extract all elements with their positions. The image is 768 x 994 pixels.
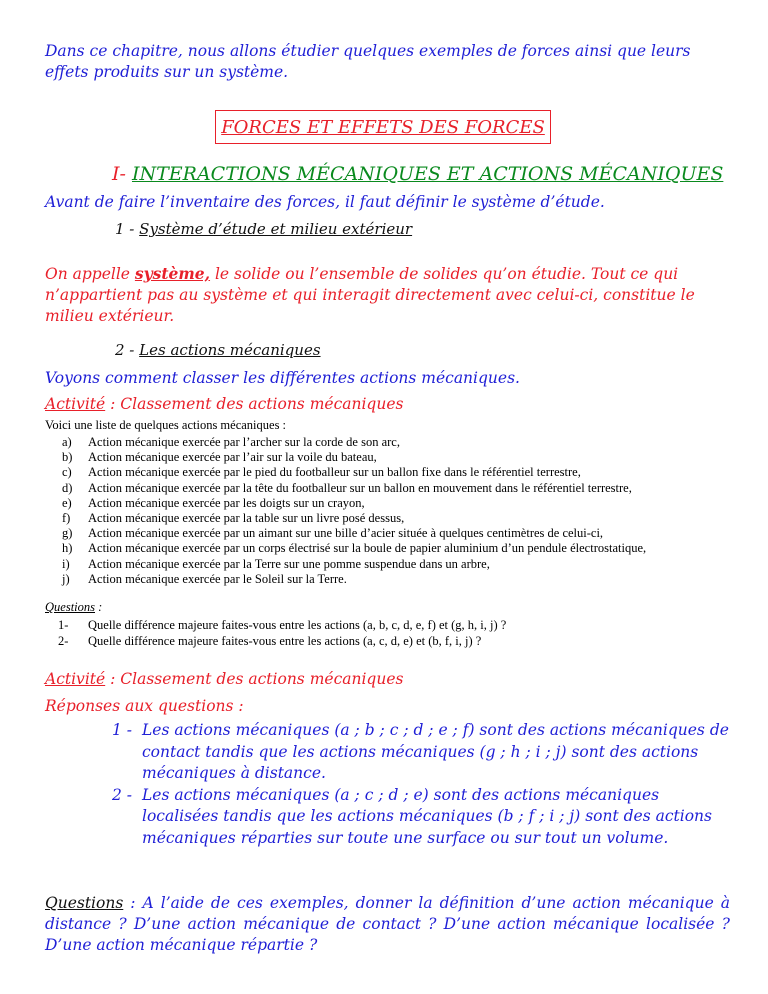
subsection-1-heading <box>115 220 412 238</box>
action-item <box>62 541 646 556</box>
question-item-text: Quelle différence majeure faites-vous entre les actions (a, b, c, d, e, f) et (g, h, i, j) ? <box>88 618 507 632</box>
action-item <box>62 450 646 465</box>
answer-item-number: 1 - <box>112 721 133 739</box>
answer-item-number: 2 - <box>112 785 133 804</box>
action-item-text: Action mécanique exercée par la tête du footballeur sur un ballon en mouvement dans le référentiel terrestre, <box>88 480 632 495</box>
activity-2-label: Activité <box>45 670 106 688</box>
action-item <box>62 557 646 572</box>
section-1-lead: Avant de faire l’inventaire des forces, il faut définir le système d’étude. <box>45 193 605 211</box>
final-question-label: Questions <box>45 894 124 912</box>
action-item <box>62 465 646 480</box>
action-item-number: f) <box>62 511 71 526</box>
definition-prefix: On appelle <box>45 265 135 283</box>
action-item-text: Action mécanique exercée par un corps électrisé sur la boule de papier aluminium d’un pendule électrostatique, <box>88 541 647 556</box>
action-item-number: c) <box>62 465 72 480</box>
action-item <box>62 481 646 496</box>
action-item-text: Action mécanique exercée par l’archer sur la corde de son arc, <box>88 435 400 449</box>
question-item <box>58 618 506 634</box>
action-item-text: Action mécanique exercée par le pied du footballeur sur un ballon fixe dans le référentiel terrestre, <box>88 465 581 480</box>
action-item-number: d) <box>62 480 73 495</box>
action-item-text: Action mécanique exercée par l’air sur la voile du bateau, <box>88 450 377 465</box>
subsection-2-lead: Voyons comment classer les différentes actions mécaniques. <box>45 369 520 387</box>
question-item-number: 2- <box>58 633 69 648</box>
final-question <box>45 893 730 956</box>
action-item <box>62 435 646 450</box>
system-definition <box>45 263 735 327</box>
action-item-number: j) <box>62 571 70 586</box>
activity-2-heading <box>45 670 403 688</box>
answer-item-text: Les actions mécaniques (a ; c ; d ; e) sont des actions mécaniques localisées tandis que les actions mécaniques (b ; f ; i ; j) sont des actions mécaniques réparties sur toute une surface ou sur tout un volume. <box>142 785 712 847</box>
action-item-number: i) <box>62 556 70 571</box>
action-item <box>62 572 646 587</box>
subsection-1-title: Système d’étude et milieu extérieur <box>139 220 413 238</box>
questions-label: Questions <box>45 600 95 614</box>
activity-2-title: : Classement des actions mécaniques <box>105 670 404 688</box>
questions-heading <box>45 600 102 615</box>
questions-colon: : <box>95 600 103 614</box>
action-item-text: Action mécanique exercée par la table sur un livre posé dessus, <box>88 511 405 526</box>
subsection-1-number: 1 - <box>115 220 135 238</box>
action-item <box>62 526 646 541</box>
activity-1-label: Activité <box>45 395 106 413</box>
subsection-2-heading <box>115 341 321 359</box>
activity-1-title: : Classement des actions mécaniques <box>105 395 404 413</box>
action-item-number: a) <box>62 435 72 449</box>
action-item-number: h) <box>62 541 73 556</box>
action-item-number: g) <box>62 526 73 541</box>
answer-item <box>112 785 732 850</box>
answer-item-text: Les actions mécaniques (a ; b ; c ; d ; e ; f) sont des actions mécaniques de contact tandis que les actions mécaniques (g ; h ; i ; j) sont des actions mécaniques à distance. <box>142 721 729 782</box>
actions-list <box>62 435 646 587</box>
subsection-2-number: 2 - <box>115 341 135 359</box>
definition-rest: le solide ou l’ensemble de solides qu’on étudie. Tout ce qui n’appartient pas au système et qui interagit directement avec celui-ci, constitue le milieu extérieur. <box>45 265 695 325</box>
questions-list <box>58 618 506 649</box>
activity-1-heading <box>45 395 403 413</box>
answers-list <box>112 720 732 849</box>
intro-paragraph: Dans ce chapitre, nous allons étudier quelques exemples de forces ainsi que leurs effets produits sur un système. <box>45 42 691 81</box>
action-item <box>62 511 646 526</box>
final-question-text: : A l’aide de ces exemples, donner la définition d’une action mécanique à distance ? D’une action mécanique de contact ? D’une action mécanique localisée ? D’une action mécanique répartie ? <box>45 894 730 954</box>
action-item-text: Action mécanique exercée par un aimant sur une bille d’acier située à quelques centimètres de celui-ci, <box>88 526 604 541</box>
actions-list-intro: Voici une liste de quelques actions mécaniques : <box>45 418 287 432</box>
subsection-2-title: Les actions mécaniques <box>139 341 321 359</box>
section-1-heading <box>112 163 723 185</box>
section-1-title: INTERACTIONS MÉCANIQUES ET ACTIONS MÉCANIQUES <box>131 163 724 185</box>
definition-term: système, <box>134 264 211 283</box>
question-item-text: Quelle différence majeure faites-vous entre les actions (a, c, d, e) et (b, f, i, j) ? <box>88 633 482 648</box>
action-item-text: Action mécanique exercée par la Terre sur une pomme suspendue dans un arbre, <box>88 556 490 571</box>
action-item-number: e) <box>62 495 72 510</box>
section-1-number: I- <box>112 163 126 185</box>
answers-heading: Réponses aux questions : <box>45 697 244 715</box>
chapter-title: FORCES ET EFFETS DES FORCES <box>215 110 551 144</box>
answer-item <box>112 720 732 785</box>
action-item-text: Action mécanique exercée par les doigts sur un crayon, <box>88 495 365 510</box>
action-item <box>62 496 646 511</box>
question-item <box>58 634 506 650</box>
question-item-number: 1- <box>58 618 69 632</box>
action-item-text: Action mécanique exercée par le Soleil sur la Terre. <box>88 571 347 586</box>
action-item-number: b) <box>62 450 73 465</box>
